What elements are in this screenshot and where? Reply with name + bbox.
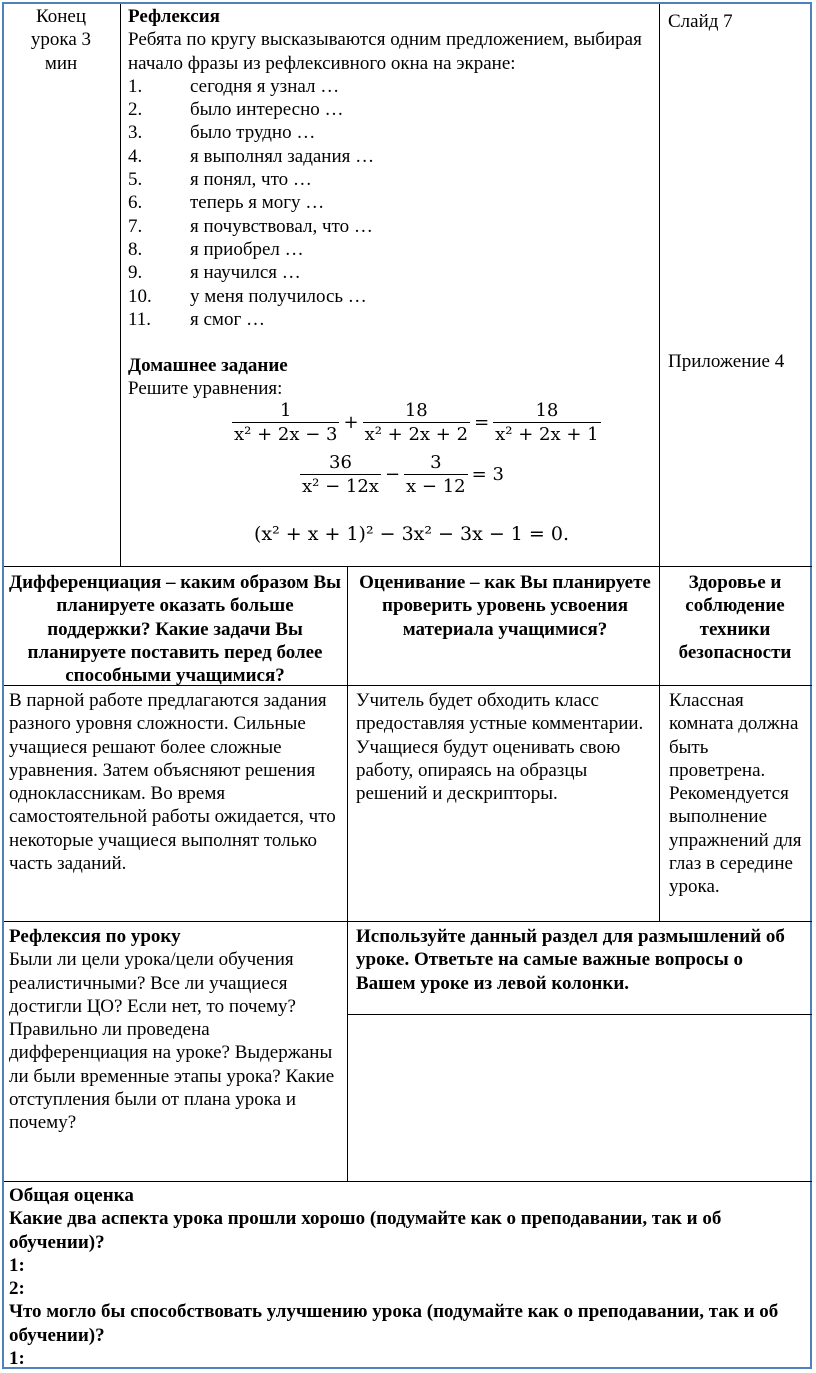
- eq2-den1: x² − 12x: [302, 476, 379, 497]
- reflection-item-text: я научился …: [190, 262, 301, 284]
- reflection-item: [128, 168, 653, 191]
- time-text: Конец урока 3 мин: [30, 6, 92, 74]
- equation-3: [254, 523, 569, 545]
- reflection-title: Рефлексия: [128, 6, 220, 27]
- overall-question-1: Какие два аспекта урока прошли хорошо (подумайте как о преподавании, так и об обучении)?: [9, 1208, 722, 1253]
- reflection-item-text: было интересно …: [190, 99, 344, 121]
- homework-title: Домашнее задание: [128, 355, 288, 377]
- answer-label-2: 2:: [9, 1278, 25, 1300]
- col-divider: [659, 4, 660, 921]
- eq1-num2: 18: [404, 400, 428, 421]
- row-divider: [347, 1014, 812, 1015]
- reflection-item-text: я почувствовал, что …: [190, 215, 373, 237]
- eq1-den1: x² + 2x − 3: [234, 424, 338, 445]
- reflection-item-text: я понял, что …: [190, 169, 312, 191]
- lesson-reflection-title: Рефлексия по уроку: [9, 926, 181, 947]
- reflection-item: [128, 98, 653, 121]
- eq1-plus: +: [343, 412, 359, 433]
- reflection-cell: [128, 5, 653, 401]
- reflection-intro: Ребята по кругу высказываются одним предложением, выбирая начало фразы из рефлексивного окна на экране:: [128, 29, 642, 74]
- eq2-num1: 36: [329, 452, 352, 473]
- reflection-item-text: я приобрел …: [190, 238, 304, 260]
- reflection-item-number: 4.: [128, 145, 143, 167]
- lesson-reflection-cell: [9, 925, 342, 1135]
- slide-cell: [668, 10, 808, 33]
- reflection-item-number: 3.: [128, 122, 143, 144]
- equation-2: [300, 452, 508, 497]
- reflection-item: [128, 75, 653, 98]
- reflection-item-number: 7.: [128, 215, 143, 237]
- reflection-item: [128, 238, 653, 261]
- reflection-item-text: было трудно …: [190, 122, 316, 144]
- reflection-item-text: сегодня я узнал …: [190, 75, 340, 97]
- appendix-label: Приложение 4: [668, 351, 785, 372]
- row-divider: [4, 566, 812, 567]
- slide-label: Слайд 7: [668, 11, 733, 32]
- time-cell: [20, 5, 102, 75]
- eq1-den3: x² + 2x + 1: [495, 424, 599, 445]
- lesson-reflection-questions: Были ли цели урока/цели обучения реалистичными? Все ли учащиеся достигли ЦО? Если нет, то почему? Правильно ли проведена дифференциация на уроке? Выдержаны ли были временные этапы урока? Какие отступления были от плана урока и почему?: [9, 949, 335, 1134]
- reflection-list: [128, 75, 653, 331]
- reflection-item: [128, 215, 653, 238]
- reflection-item-number: 5.: [128, 169, 143, 191]
- eq2-rhs: = 3: [471, 464, 504, 485]
- reflection-item-number: 2.: [128, 99, 143, 121]
- reflection-item: [128, 308, 653, 331]
- reflection-item-number: 11.: [128, 308, 152, 330]
- eq1-num1: 1: [280, 400, 292, 421]
- reflection-item-text: теперь я могу …: [190, 192, 325, 214]
- assessment-text: Учитель будет обходить класс предоставляя устные комментарии. Учащиеся будут оценивать свою работу, опираясь на образцы решений и дескрипторы.: [356, 690, 644, 805]
- reflection-item-number: 6.: [128, 192, 143, 214]
- answer-label-3: 1:: [9, 1348, 25, 1370]
- reflection-item: [128, 285, 653, 308]
- differentiation-text: В парной работе предлагаются задания разного уровня сложности. Сильные учащиеся решают более сложные уравнения. Затем объясняют решения одноклассникам. Во время самостоятельной работы ожидается, что некоторые учащиеся выполнят только часть заданий.: [9, 690, 336, 875]
- reflection-item-number: 8.: [128, 238, 143, 260]
- row-divider: [4, 1181, 812, 1182]
- reflection-instruction: Используйте данный раздел для размышлений об уроке. Ответьте на самые важные вопросы о Вашем уроке из левой колонки.: [356, 926, 785, 994]
- reflection-item-text: я смог …: [190, 308, 265, 330]
- reflection-item-text: я выполнял задания …: [190, 145, 375, 167]
- row-divider: [4, 921, 812, 922]
- reflection-item-number: 10.: [128, 285, 152, 307]
- eq2-den2: x − 12: [406, 476, 466, 497]
- overall-title: Общая оценка: [9, 1185, 134, 1206]
- overall-assessment-cell: [9, 1184, 807, 1370]
- reflection-item: [128, 261, 653, 284]
- eq1-den2: x² + 2x + 2: [364, 424, 469, 445]
- eq2-num2: 3: [430, 452, 442, 473]
- health-text: Классная комната должна быть проветрена. Рекомендуется выполнение упражнений для глаз в середине урока.: [669, 690, 802, 898]
- equation-1: [232, 400, 601, 445]
- header-health: Здоровье и соблюдение техники безопасности: [678, 572, 792, 663]
- reflection-item-number: 1.: [128, 75, 143, 97]
- overall-question-2: Что могло бы способствовать улучшению урока (подумайте как о преподавании, так и об обучении)?: [9, 1301, 779, 1346]
- reflection-item-number: 9.: [128, 262, 143, 284]
- reflection-item: [128, 121, 653, 144]
- header-differentiation: Дифференциация – каким образом Вы планируете оказать больше поддержки? Какие задачи Вы планируете поставить перед более способными учащимися?: [9, 572, 341, 687]
- eq2-minus: −: [384, 464, 401, 485]
- reflection-item: [128, 191, 653, 214]
- homework-text: Решите уравнения:: [128, 378, 283, 400]
- reflection-item: [128, 145, 653, 168]
- eq3-text: (x² + x + 1)² − 3x² − 3x − 1 = 0.: [254, 523, 570, 545]
- answer-label-1: 1:: [9, 1254, 25, 1276]
- col-divider: [347, 566, 348, 1181]
- eq1-equals: =: [474, 412, 490, 433]
- eq1-num3: 18: [535, 400, 559, 421]
- reflection-item-text: у меня получилось …: [190, 285, 367, 307]
- col-divider: [120, 4, 121, 566]
- header-assessment: Оценивание – как Вы планируете проверить уровень усвоения материала учащимися?: [359, 572, 651, 640]
